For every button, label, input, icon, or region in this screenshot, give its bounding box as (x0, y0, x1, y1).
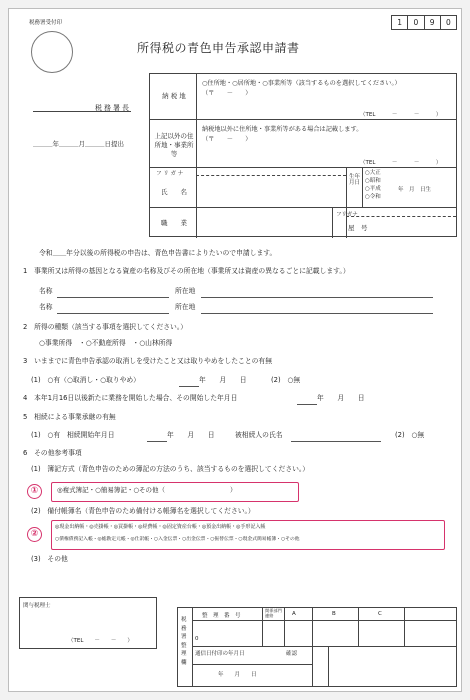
s3-year-line[interactable] (179, 386, 199, 387)
doc-number-digit: 1 (392, 16, 408, 29)
section-1-heading: 1 事業所又は所得の基因となる資産の名称及びその所在地（事業所又は資産の異なるごとに記載します。） (23, 267, 350, 275)
s4-year-line[interactable] (297, 404, 317, 405)
books-line-2[interactable]: ○債権債務記入帳・◎総勘定元帳・◎仕訳帳・○入金伝票・○出金伝票・○振替伝票・○現金式簡易帳簿・○その他 (55, 537, 300, 542)
era-option[interactable]: ○昭和 (365, 177, 381, 184)
doc-number-digit: 9 (425, 16, 441, 29)
form-title: 所得税の青色申告承認申請書 (137, 41, 300, 55)
tsushin-label: 通信日付印の年月日 (195, 651, 245, 657)
dob-ymd[interactable]: 年 月 日生 (398, 187, 432, 193)
s5-year-line[interactable] (147, 441, 167, 442)
reception-stamp-circle (31, 31, 73, 73)
s1-location-label-2: 所在地 (175, 303, 196, 311)
nozei-postal[interactable]: （〒 － ） (202, 90, 252, 97)
highlight-badge-2: ② (27, 527, 42, 542)
highlight-badge-1: ① (27, 484, 42, 499)
era-option[interactable]: ○令和 (365, 193, 381, 200)
s3-option-yes[interactable]: (1) ○有（○取消し・○取りやめ） (31, 376, 140, 384)
era-option[interactable]: ○大正 (365, 170, 381, 176)
s6-sub3: (3) その他 (31, 555, 68, 563)
section-3-heading: 3 いままでに青色申告承認の取消しを受けたこと又は取りやめをしたことの有無 (23, 357, 273, 365)
name-label: 氏 名 (161, 188, 187, 196)
s4-date[interactable]: 年 月 日 (317, 394, 365, 402)
tax-accountant-label: 関与税理士 (23, 603, 51, 609)
books-line-1[interactable]: ◎現金出納帳・◎売掛帳・◎買掛帳・◎経費帳・◎固定資産台帳・◎預金出納帳・◎手形記入帳 (55, 524, 266, 530)
other-address-postal[interactable]: （〒 － ） (202, 136, 252, 143)
s6-sub1: (1) 簿記方式（青色申告のための簿記の方法のうち、該当するものを選択してください。） (31, 465, 310, 473)
seiri-zero: 0 (195, 636, 199, 642)
s3-date[interactable]: 年 月 日 (199, 376, 247, 384)
shop-name-label: 屋 号 (348, 224, 368, 232)
tsushin-date: 年 月 日 (218, 672, 257, 678)
document-number (391, 15, 457, 30)
tax-accountant-box (19, 597, 157, 649)
s1-location-line[interactable] (201, 297, 433, 298)
shop-furigana-label: フリガナ (336, 212, 358, 218)
nozei-label: 納 税 地 (162, 92, 186, 100)
stamp-label: 税務署受付印 (29, 20, 63, 26)
doc-number-digit: 0 (408, 16, 424, 29)
s1-name-label: 名称 (39, 287, 53, 295)
doc-number-digit: 0 (445, 18, 451, 27)
col-c-header: C (378, 611, 382, 617)
nozei-options[interactable]: ○住所地・○居所地・○事業所等（該当するものを選択してください。） (202, 80, 401, 87)
era-options[interactable] (365, 170, 381, 202)
intro-text: 令和＿＿年分以後の所得税の申告は、青色申告書によりたいので申請します。 (39, 249, 277, 257)
s1-name-label-2: 名称 (39, 303, 53, 311)
application-form (8, 8, 462, 692)
s5-heir-label: 被相続人の氏名 (235, 431, 283, 439)
s2-options[interactable]: ○事業所得 ・○不動産所得 ・○山林所得 (39, 339, 173, 347)
section-5-heading: 5 相続による事業承継の有無 (23, 413, 116, 421)
section-4-heading: 4 本年1月16日以後新たに業務を開始した場合、その開始した年月日 (23, 394, 238, 402)
tax-office-suffix: 税務署長 (95, 104, 131, 112)
other-address-label: 上記以外の住所地・事業所等 (154, 132, 194, 158)
tax-office-label: 税務署整理欄 (181, 617, 187, 666)
era-option[interactable]: ○平成 (365, 185, 381, 192)
s5-option-yes[interactable]: (1) ○有 相続開始年月日 (31, 431, 115, 439)
s5-heir-line[interactable] (291, 441, 381, 442)
s1-location-label: 所在地 (175, 287, 196, 295)
s1-name-line-2[interactable] (57, 313, 169, 314)
other-address-tel[interactable]: （TEL － － ） (360, 160, 442, 166)
s6-sub2: (2) 備付帳簿名（青色申告のため備付ける帳簿名を選択してください。） (31, 507, 255, 515)
bookkeeping-options[interactable]: ◎複式簿記・○簡易簿記・○その他（ ） (57, 486, 237, 494)
seiri-number-header: 整 理 番 号 (202, 613, 241, 619)
applicant-table (149, 73, 457, 237)
s1-location-line-2[interactable] (201, 313, 433, 314)
col-b-header: B (332, 611, 336, 617)
s5-option-no[interactable]: (2) ○無 (395, 431, 425, 439)
section-2-heading: 2 所得の種類（該当する事項を選択してください。） (23, 323, 188, 331)
s1-name-line[interactable] (57, 297, 169, 298)
section-6-heading: 6 その他参考事項 (23, 449, 82, 457)
kankei-header: 関係部門連絡 (265, 608, 282, 618)
dob-label: 生年月日 (349, 174, 361, 187)
s5-date[interactable]: 年 月 日 (167, 431, 215, 439)
col-a-header: A (292, 611, 296, 617)
s3-option-no[interactable]: (2) ○無 (271, 376, 301, 384)
submission-date: ＿＿＿年＿＿＿月＿＿＿日提出 (33, 140, 124, 148)
nozei-tel[interactable]: （TEL － － ） (360, 112, 442, 118)
kakunin-label: 確認 (286, 651, 298, 657)
other-address-note: 納税地以外に住所地・事業所等がある場合は記載します。 (202, 126, 363, 133)
furigana-label: フ リ ガ ナ (156, 171, 184, 177)
tax-accountant-tel[interactable]: （TEL － － ） (68, 638, 133, 644)
tax-office-box (177, 607, 457, 687)
job-label: 職 業 (161, 219, 187, 227)
